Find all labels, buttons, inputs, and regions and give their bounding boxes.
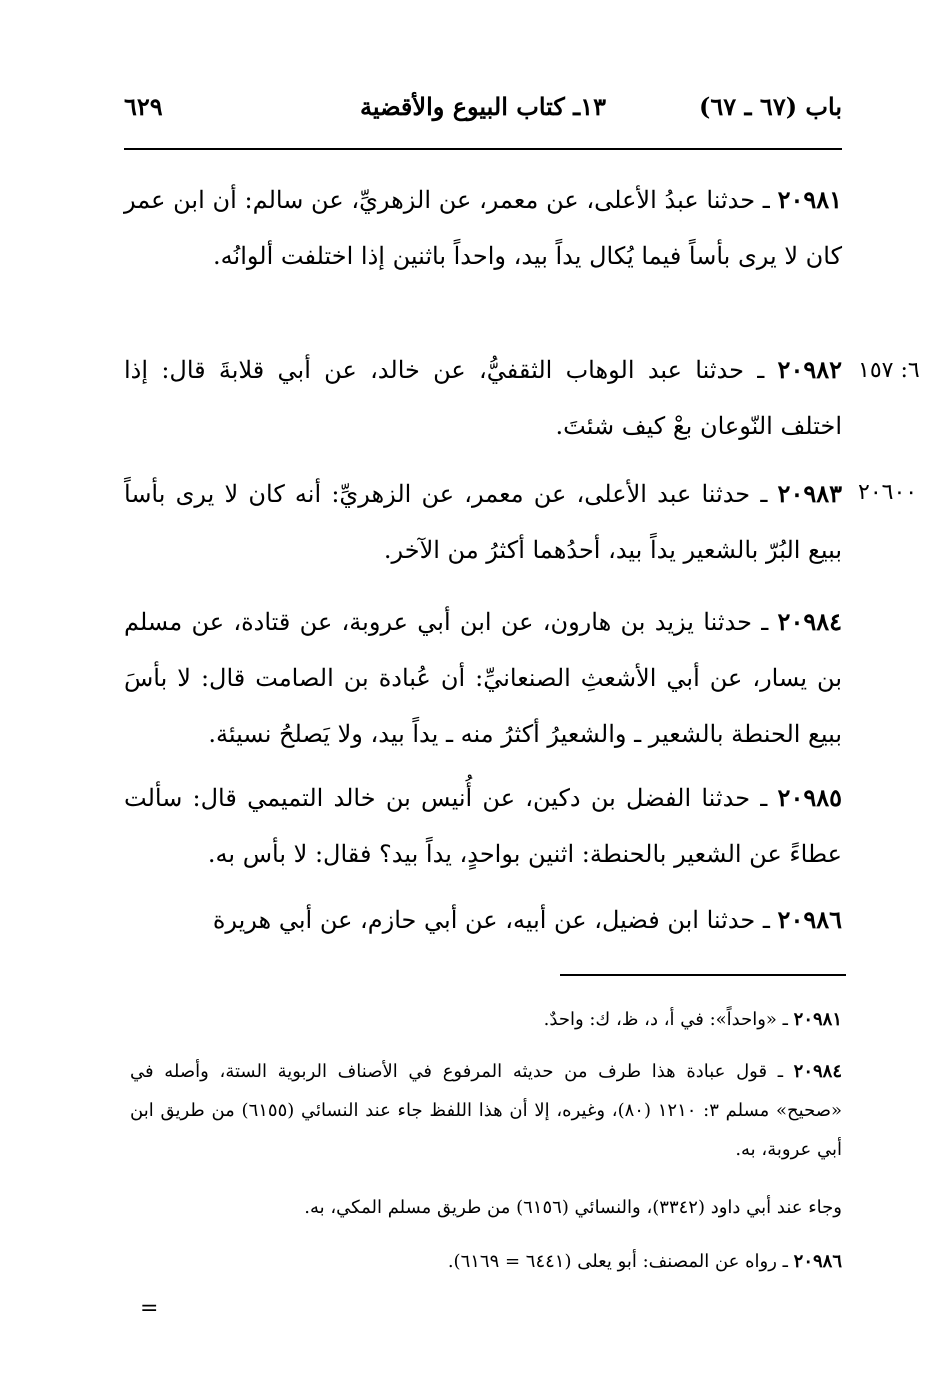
hadith-entry <box>124 342 842 454</box>
hadith-text: ـ حدثنا يزيد بن هارون، عن ابن أبي عروبة، عن قتادة، عن مسلم بن يسار، عن أبي الأشعثِ الصنعانيِّ: أن عُبادة بن الصامت قال: لا بأسَ ببيع الحنطة بالشعير ـ والشعيرُ أكثرُ منه ـ يداً بيد، ولا يَصلحُ نسيئة. <box>124 608 842 748</box>
footnote-number: ٢٠٩٨١ <box>793 1009 842 1030</box>
hadith-entry <box>124 172 842 284</box>
margin-reference: ٦: ١٥٧ <box>858 358 920 383</box>
hadith-entry <box>124 594 842 762</box>
footnote-text: ـ رواه عن المصنف: أبو يعلى (٦٤٤١ = ٦١٦٩). <box>447 1251 794 1272</box>
hadith-entry <box>124 892 842 948</box>
hadith-text: ـ حدثنا الفضل بن دكين، عن أُنيس بن خالد التميمي قال: سألت عطاءً عن الشعير بالحنطة: اثنين بواحدٍ، يداً بيد؟ فقال: لا بأس به. <box>124 784 842 868</box>
hadith-number: ٢٠٩٨٣ <box>777 479 842 508</box>
hadith-number: ٢٠٩٨٦ <box>777 905 842 934</box>
footnote-text: وجاء عند أبي داود (٣٣٤٢)، والنسائي (٦١٥٦) من طريق مسلم المكي، به. <box>304 1197 842 1218</box>
hadith-number: ٢٠٩٨٢ <box>777 355 842 384</box>
running-header <box>124 92 842 132</box>
hadith-text: ـ حدثنا ابن فضيل، عن أبيه، عن أبي حازم، عن أبي هريرة <box>212 906 778 934</box>
hadith-entry <box>124 466 842 578</box>
hadith-number: ٢٠٩٨٤ <box>777 607 842 636</box>
footnote-separator <box>560 974 846 976</box>
hadith-text: ـ حدثنا عبدُ الأعلى، عن معمر، عن الزهريِّ، عن سالم: أن ابن عمر كان لا يرى بأساً فيما يُكال يداً بيد، واحداً باثنين إذا اختلفت ألوانُه. <box>124 186 842 270</box>
hadith-number: ٢٠٩٨٥ <box>777 783 842 812</box>
hadith-number: ٢٠٩٨١ <box>777 185 843 214</box>
footnote-text: ـ «واحداً»: في أ، د، ظ، ك: واحدٌ. <box>543 1009 794 1030</box>
footnote <box>130 1000 842 1039</box>
footnote-number: ٢٠٩٨٦ <box>793 1251 842 1272</box>
book-title: ١٣ـ كتاب البيوع والأقضية <box>360 92 606 121</box>
footnote <box>130 1052 842 1169</box>
header-rule <box>124 148 842 150</box>
hadith-text: ـ حدثنا عبد الوهاب الثقفيُّ، عن خالد، عن أبي قلابةَ قال: إذا اختلف النّوعان بعْ كيف شئتَ. <box>124 356 842 440</box>
chapter-range: باب (٦٧ ـ ٦٧) <box>699 92 842 121</box>
footnote <box>130 1188 842 1227</box>
hadith-entry <box>124 770 842 882</box>
hadith-text: ـ حدثنا عبد الأعلى، عن معمر، عن الزهريِّ: أنه كان لا يرى بأساً ببيع البُرّ بالشعير يداً بيد، أحدُهما أكثرُ من الآخر. <box>124 480 842 564</box>
margin-reference: ٢٠٦٠٠ <box>858 480 918 505</box>
page-number: ٦٢٩ <box>124 92 163 121</box>
footnote <box>130 1242 842 1281</box>
footnote-number: ٢٠٩٨٤ <box>793 1061 842 1082</box>
footnote-text: ـ قول عبادة هذا طرف من حديثه المرفوع في الأصناف الربوية الستة، وأصله في «صحيح» مسلم ٣: ١٢١٠ (٨٠)، وغيره، إلا أن هذا اللفظ جاء عند النسائي (٦١٥٥) من طريق ابن أبي عروبة، به. <box>130 1061 842 1160</box>
continuation-mark: = <box>140 1296 159 1321</box>
